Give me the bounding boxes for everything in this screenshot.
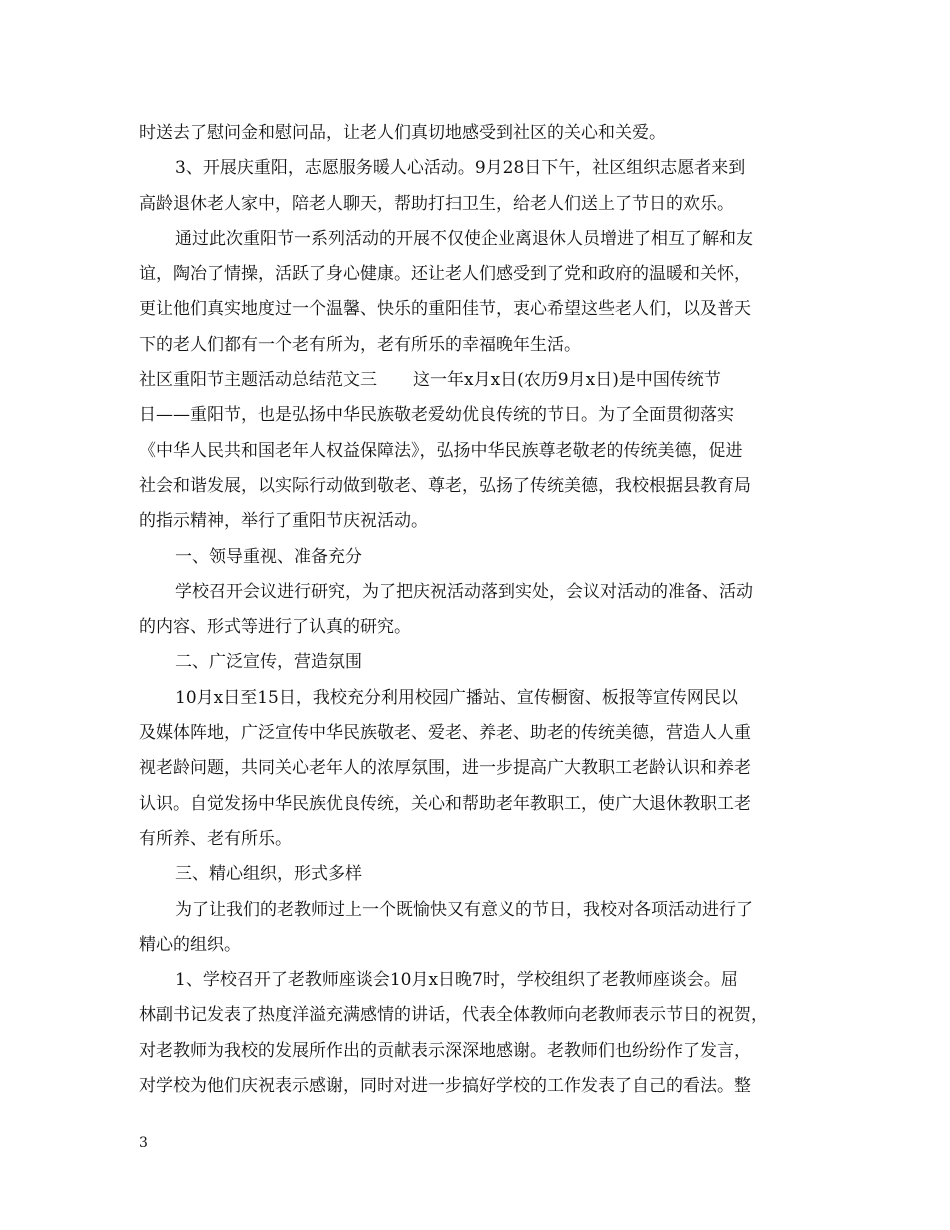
intro-text: 这一年x月x日(农历9月x日)是中国传统节 xyxy=(413,370,721,391)
text-line: 1、学校召开了老教师座谈会10月x日晚7时，学校组织了老教师座谈会。屈 xyxy=(175,970,738,991)
page-number: 3 xyxy=(139,1135,148,1151)
heading-line: 二、广泛宣传，营造氛围 xyxy=(175,652,362,673)
heading-line: 三、精心组织，形式多样 xyxy=(175,864,362,885)
text-line: 的内容、形式等进行了认真的研究。 xyxy=(139,617,411,638)
text-line: 下的老人们都有一个老有所为，老有所乐的幸福晚年生活。 xyxy=(139,334,581,355)
heading-line: 一、领导重视、准备充分 xyxy=(175,546,362,567)
text-line: 为了让我们的老教师过上一个既愉快又有意义的节日，我校对各项活动进行了 xyxy=(175,899,753,920)
document-body xyxy=(139,116,829,1104)
text-line: 林副书记发表了热度洋溢充满感情的讲话，代表全体教师向老教师表示节日的祝贺， xyxy=(139,1005,768,1026)
text-line: 学校召开会议进行研究，为了把庆祝活动落到实处，会议对活动的准备、活动 xyxy=(175,581,753,602)
text-line: 3、开展庆重阳，志愿服务暖人心活动。9月28日下午，社区组织志愿者来到 xyxy=(175,158,746,179)
text-line: 有所养、老有所乐。 xyxy=(139,828,292,849)
text-line: 时送去了慰问金和慰问品，让老人们真切地感受到社区的关心和关爱。 xyxy=(139,123,666,143)
text-line: 社会和谐发展，以实际行动做到敬老、尊老，弘扬了传统美德，我校根据县教育局 xyxy=(139,475,751,496)
text-line: 对老教师为我校的发展所作出的贡献表示深深地感谢。老教师们也纷纷作了发言， xyxy=(139,1040,751,1061)
text-line: 精心的组织。 xyxy=(139,934,241,955)
text-line: 高龄退休老人家中，陪老人聊天，帮助打扫卫生，给老人们送上了节日的欢乐。 xyxy=(139,193,734,214)
text-line: 的指示精神，举行了重阳节庆祝活动。 xyxy=(139,511,428,532)
section-title: 社区重阳节主题活动总结范文三 xyxy=(139,370,377,391)
text-line: 更让他们真实地度过一个温馨、快乐的重阳佳节，衷心希望这些老人们，以及普天 xyxy=(139,299,751,320)
text-line: 谊，陶冶了情操，活跃了身心健康。还让老人们感受到了党和政府的温暖和关怀， xyxy=(139,264,751,285)
text-line: 对学校为他们庆祝表示感谢，同时对进一步搞好学校的工作发表了自己的看法。整 xyxy=(139,1076,751,1097)
text-line: 通过此次重阳节一系列活动的开展不仅使企业离退休人员增进了相互了解和友 xyxy=(175,228,753,249)
text-line: 《中华人民共和国老年人权益保障法》，弘扬中华民族尊老敬老的传统美德，促进 xyxy=(139,440,743,461)
text-line: 及媒体阵地，广泛宣传中华民族敬老、爱老、养老、助老的传统美德，营造人人重 xyxy=(139,723,751,744)
section-title-line xyxy=(139,363,829,398)
text-line: 认识。自觉发扬中华民族优良传统，关心和帮助老年教职工，使广大退休教职工老 xyxy=(139,793,751,814)
text-line: 日——重阳节，也是弘扬中华民族敬老爱幼优良传统的节日。为了全面贯彻落实 xyxy=(139,405,734,426)
text-line: 10月x日至15日，我校充分利用校园广播站、宣传橱窗、板报等宣传网民以 xyxy=(175,687,738,708)
text-line: 视老龄问题，共同关心老年人的浓厚氛围，进一步提高广大教职工老龄认识和养老 xyxy=(139,758,751,779)
